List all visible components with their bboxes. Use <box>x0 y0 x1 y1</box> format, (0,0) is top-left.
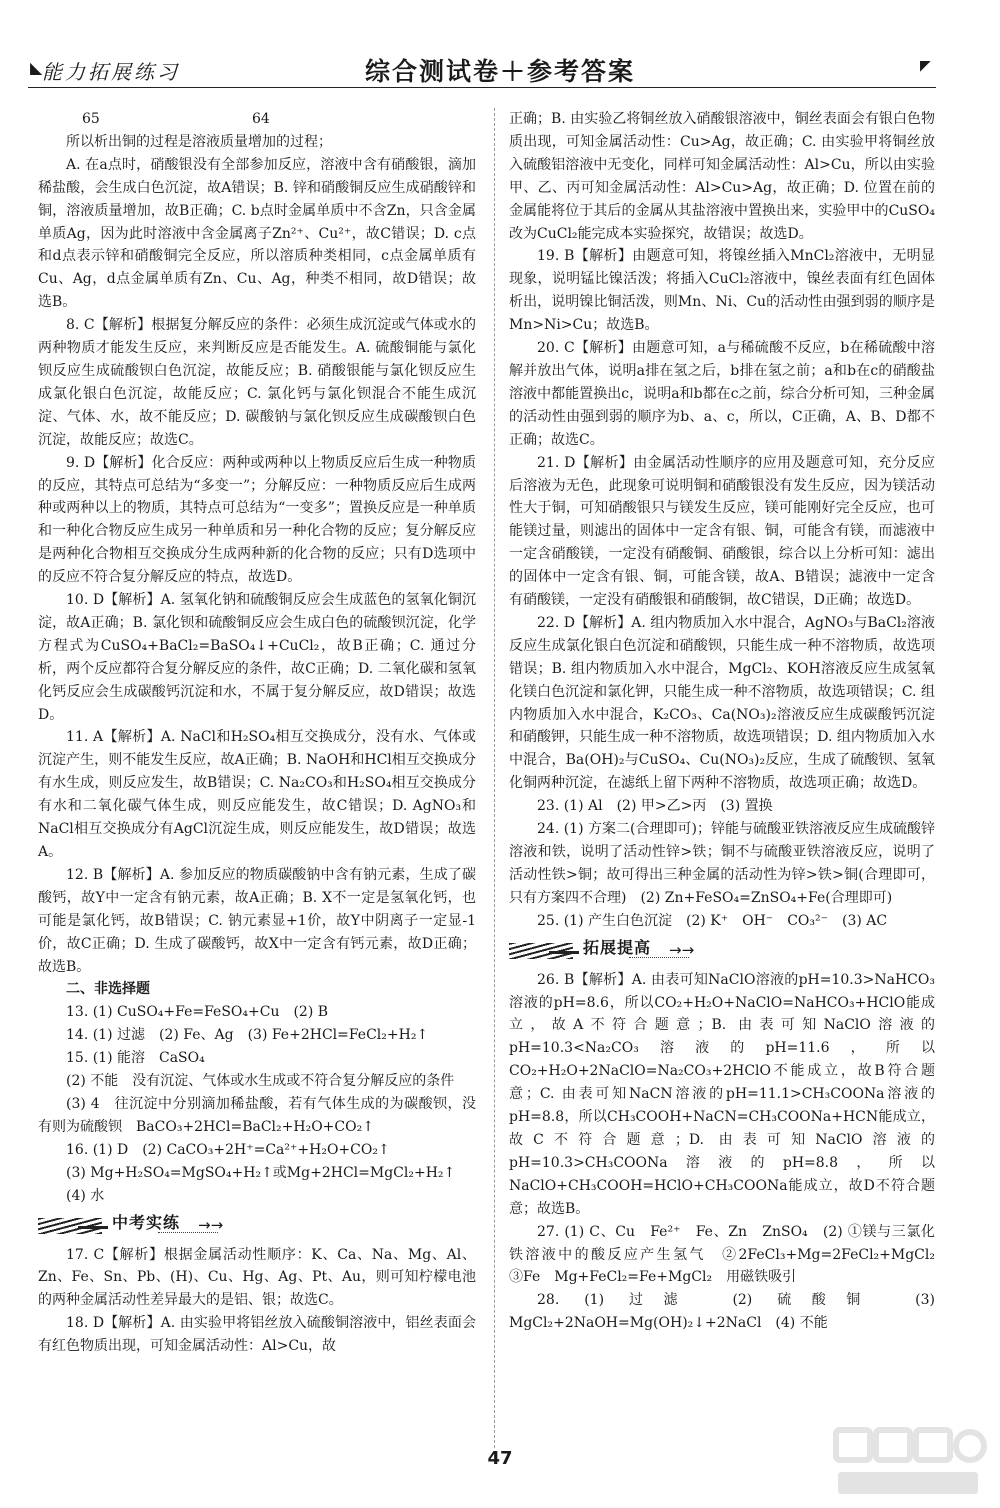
answer-23: 23. (1) Al (2) 甲>乙>丙 (3) 置换 <box>537 798 773 815</box>
answer-13: 13. (1) CuSO₄+Fe=FeSO₄+Cu (2) B <box>66 1004 329 1021</box>
answer-16-part4: (4) 水 <box>66 1187 105 1204</box>
answer-18: 18. D【解析】A. 由实验甲将铝丝放入硫酸铜溶液中，铝丝表面会有红色物质出现，可知金属活动性：Al>Cu，故 <box>38 1315 476 1355</box>
answer-26: 26. B【解析】A. 由表可知NaClO溶液的pH=10.3>NaHCO₃溶液的pH=8.6，所以CO₂+H₂O+NaClO=NaHCO₃+HClO能成立，故A不符合题意；B. 由表可知NaClO溶液的pH=10.3<Na₂CO₃溶液的pH=11.6，所以CO₂+H₂O+2NaClO=Na₂CO₃+2HClO不能成立，故B符合题意；C. 由表可知NaCN溶液的pH=11.1>CH₃COONa溶液的pH=8.8，所以CH₃COOH+NaCN=CH₃COONa+HCN能成立，故C不符合题意；D. 由表可知NaClO溶液的pH=10.3>CH₃COONa溶液的pH=8.8，所以NaClO+CH₃COOH=HClO+CH₃COONa能成立，故D不符合题意；故选B。 <box>509 971 935 1217</box>
header-center-title: 综合测试卷＋参考答案 <box>364 57 635 86</box>
answer-11: 11. A【解析】A. NaCl和H₂SO₄相互交换成分，没有水、气体或沉淀产生，则不能发生反应，故A正确；B. NaOH和HCl相互交换成分有水生成，则反应发生，故B错误；C. Na₂CO₃和H₂SO₄相互交换成分有水和二氧化碳气体生成，则反应能发生，故C错误；D. AgNO₃和NaCl相互交换成分有AgCl沉淀生成，则反应能发生，故D错误；故选A。 <box>38 729 476 860</box>
page-header <box>0 0 1000 100</box>
answer-12: 12. B【解析】A. 参加反应的物质碳酸钠中含有钠元素，生成了碳酸钙，故Y中一定含有钠元素，故A正确；B. X不一定是氢氧化钙，也可能是氯化钙，故B错误；C. 钠元素显+1价，故Y中阴离子一定显-1价，故C正确；D. 生成了碳酸钙，故X中一定含有钙元素，故D正确；故选B。 <box>38 866 476 975</box>
answer-20: 20. C【解析】由题意可知，a与稀硫酸不反应，b在稀硫酸中溶解并放出气体，说明a排在氢之后，b排在氢之前；a和b在c的硝酸盐溶液中都能置换出c，说明a和b都在c之前，综合分析可知，三种金属的活动性由强到弱的顺序为b、a、c，所以，C正确，A、B、D都不正确；故选C。 <box>509 340 935 448</box>
answer-14: 14. (1) 过滤 (2) Fe、Ag (3) Fe+2HCl=FeCl₂+H₂↑ <box>66 1027 429 1044</box>
left-column <box>38 108 476 1358</box>
column-divider <box>494 108 495 1448</box>
answer-24: 24. (1) 方案二(合理即可)；锌能与硫酸亚铁溶液反应生成硫酸锌溶液和铁，说明了活动性锌>铁；铜不与硫酸亚铁溶液反应，说明了活动性铁>铜；故可得出三种金属的活动性为锌>铁>铜(合理即可，只有方案四不合理) (2) Zn+FeSO₄=ZnSO₄+Fe(合理即可) <box>509 821 935 906</box>
answer-16: 16. (1) D (2) CaCO₃+2H⁺=Ca²⁺+H₂O+CO₂↑ <box>66 1141 390 1158</box>
answer-16-part3: (3) Mg+H₂SO₄=MgSO₄+H₂↑或Mg+2HCl=MgCl₂+H₂↑ <box>66 1164 456 1181</box>
answer-15-part2: (2) 不能 没有沉淀、气体或水生成或不符合复分解反应的条件 <box>66 1073 455 1090</box>
section-title: 中考实练 <box>108 1212 184 1235</box>
answer-8: 8. C【解析】根据复分解反应的条件：必须生成沉淀或气体或水的两种物质才能发生反应，来判断反应是否能发生。A. 硫酸铜能与氯化钡反应生成硫酸钡白色沉淀，故能反应；B. 硝酸银能与氯化钡反应生成氯化银白色沉淀，故能反应；C. 氯化钙与氯化钡混合不能生成沉淀、气体、水，故不能反应；D. 碳酸钠与氯化钡反应生成碳酸钡白色沉淀，故能反应；故选C。 <box>38 317 476 448</box>
watermark-logo-icon <box>830 1422 990 1502</box>
paragraph: A. 在a点时，硝酸银没有全部参加反应，溶液中含有硝酸银，滴加稀盐酸，会生成白色沉淀，故A错误；B. 锌和硝酸铜反应生成硝酸锌和铜，溶液质量增加，故B正确；C. b点时金属单质中不含Zn，只含金属单质Ag，因为此时溶液中含金属离子Zn²⁺、Cu²⁺，故C错误；D. c点和d点表示锌和硝酸铜完全反应，所以溶质种类相同，c点金属单质有Cu、Ag，d点金属单质有Zn、Cu、Ag，种类不相同，故D错误；故选B。 <box>38 156 476 311</box>
answer-19: 19. B【解析】由题意可知，将镍丝插入MnCl₂溶液中，无明显现象，说明锰比镍活泼；将插入CuCl₂溶液中，镍丝表面有红色固体析出，说明镍比铜活泼，则Mn、Ni、Cu的活动性由强到弱的顺序是Mn>Ni>Cu；故选B。 <box>509 248 935 334</box>
answer-15: 15. (1) 能溶 CaSO₄ <box>66 1050 205 1067</box>
answer-27: 27. (1) C、Cu Fe²⁺ Fe、Zn ZnSO₄ (2) ①镁与三氯化铁溶液中的酸反应产生氢气 ②2FeCl₃+Mg=2FeCl₂+MgCl₂ ③Fe Mg+FeCl₂=Fe+MgCl₂ 用磁铁吸引 <box>509 1223 949 1286</box>
answer-18-continued: 正确；B. 由实验乙将铜丝放入硝酸银溶液中，铜丝表面会有银白色物质出现，可知金属活动性：Cu>Ag，故正确；C. 由实验甲将铜丝放入硫酸铝溶液中无变化，同样可知金属活动性：Al>Cu，所以由实验甲、乙、丙可知金属活动性：Al>Cu>Ag，故正确；D. 位置在前的金属能将位于其后的金属从其盐溶液中置换出来，实验甲中的CuSO₄改为CuCl₂能完成本实验探究，故错误；故选D。 <box>509 111 935 242</box>
number-right: 64 <box>252 111 270 127</box>
answer-25: 25. (1) 产生白色沉淀 (2) K⁺ OH⁻ CO₃²⁻ (3) AC <box>537 912 888 929</box>
section-heading: 二、非选择题 <box>66 981 150 998</box>
section-title: 拓展提高 <box>579 937 655 960</box>
answer-10: 10. D【解析】A. 氢氧化钠和硫酸铜反应会生成蓝色的氢氧化铜沉淀，故A正确；B. 氯化钡和硫酸铜反应会生成白色的硫酸钡沉淀，化学方程式为CuSO₄+BaCl₂=BaSO₄↓+CuCl₂，故B正确；C. 通过分析，两个反应都符合复分解反应的条件，故C正确；D. 二氧化碳和氢氧化钙反应会生成碳酸钙沉淀和水，不属于复分解反应，故D错误；故选D。 <box>38 592 476 723</box>
triangle-marker-icon: ◤ <box>920 58 931 74</box>
page-number: 47 <box>487 1448 513 1469</box>
paragraph: 所以析出铜的过程是溶液质量增加的过程； <box>66 133 332 150</box>
answer-9: 9. D【解析】化合反应：两种或两种以上物质反应后生成一种物质的反应，其特点可总结为“多变一”；分解反应：一种物质反应后生成两种或两种以上的物质，其特点可总结为“一变多”；置换反应是一种单质和一种化合物反应生成另一种单质和另一种化合物的反应；复分解反应是两种化合物相互交换成分生成两种新的化合物的反应；只有D选项中的反应不符合复分解反应的特点，故选D。 <box>38 454 476 586</box>
numbers-row <box>38 108 476 131</box>
answer-22: 22. D【解析】A. 组内物质加入水中混合，AgNO₃与BaCl₂溶液反应生成氯化银白色沉淀和硝酸钡，只能生成一种不溶物质，故选项错误；B. 组内物质加入水中混合，MgCl₂、KOH溶液反应生成氢氧化镁白色沉淀和氯化钾，只能生成一种不溶物质，故选项错误；C. 组内物质加入水中混合，K₂CO₃、Ca(NO₃)₂溶液反应生成碳酸钙沉淀和硝酸钾，只能生成一种不溶物质，故选项错误；D. 组内物质加入水中混合，Ba(OH)₂与CuSO₄、Cu(NO₃)₂反应，生成了硫酸钡、氢氧化铜两种沉淀，在滤纸上留下两种不溶物质，故选项正确；故选D。 <box>509 614 935 792</box>
arrow-right-icon: →→ <box>198 1215 224 1234</box>
section-banner-tuozhan <box>509 937 935 963</box>
section-banner-zhongkao <box>38 1212 476 1238</box>
header-rule <box>28 87 936 88</box>
header-left-title: 能力拓展练习 <box>42 60 180 84</box>
answer-21: 21. D【解析】由金属活动性顺序的应用及题意可知，充分反应后溶液为无色，此现象可说明铜和硝酸银没有发生反应，因为镁活动性大于铜，可知硝酸银只与镁发生反应，镁可能刚好完全反应，也可能镁过量，则滤出的固体中一定含有银、铜，可能含有镁，而滤液中一定含硝酸镁，一定没有硝酸铜、硝酸银，综合以上分析可知：滤出的固体中一定含有银、铜，可能含镁，故A、B错误；滤液中一定含有硝酸镁，一定没有硝酸银和硝酸铜，故C错误，D正确；故选D。 <box>509 454 935 609</box>
number-left: 65 <box>82 111 100 127</box>
arrow-right-icon: →→ <box>669 940 695 959</box>
triangle-marker-icon: ◣ <box>30 58 43 77</box>
answer-28: 28. (1) 过滤 (2) 硫酸铜 (3) MgCl₂+2NaOH=Mg(OH)₂↓+2NaCl (4) 不能 <box>509 1292 935 1332</box>
answer-15-part3: (3) 4 往沉淀中分别滴加稀盐酸，若有气体生成的为碳酸钡，没有则为硫酸钡 BaCO₃+2HCl=BaCl₂+H₂O+CO₂↑ <box>38 1095 476 1135</box>
answer-17: 17. C【解析】根据金属活动性顺序：K、Ca、Na、Mg、Al、Zn、Fe、Sn、Pb、(H)、Cu、Hg、Ag、Pt、Au，则可知柠檬电池的两种金属活动性差异最大的是铝、银；故选C。 <box>38 1246 476 1309</box>
right-column <box>509 108 949 1335</box>
